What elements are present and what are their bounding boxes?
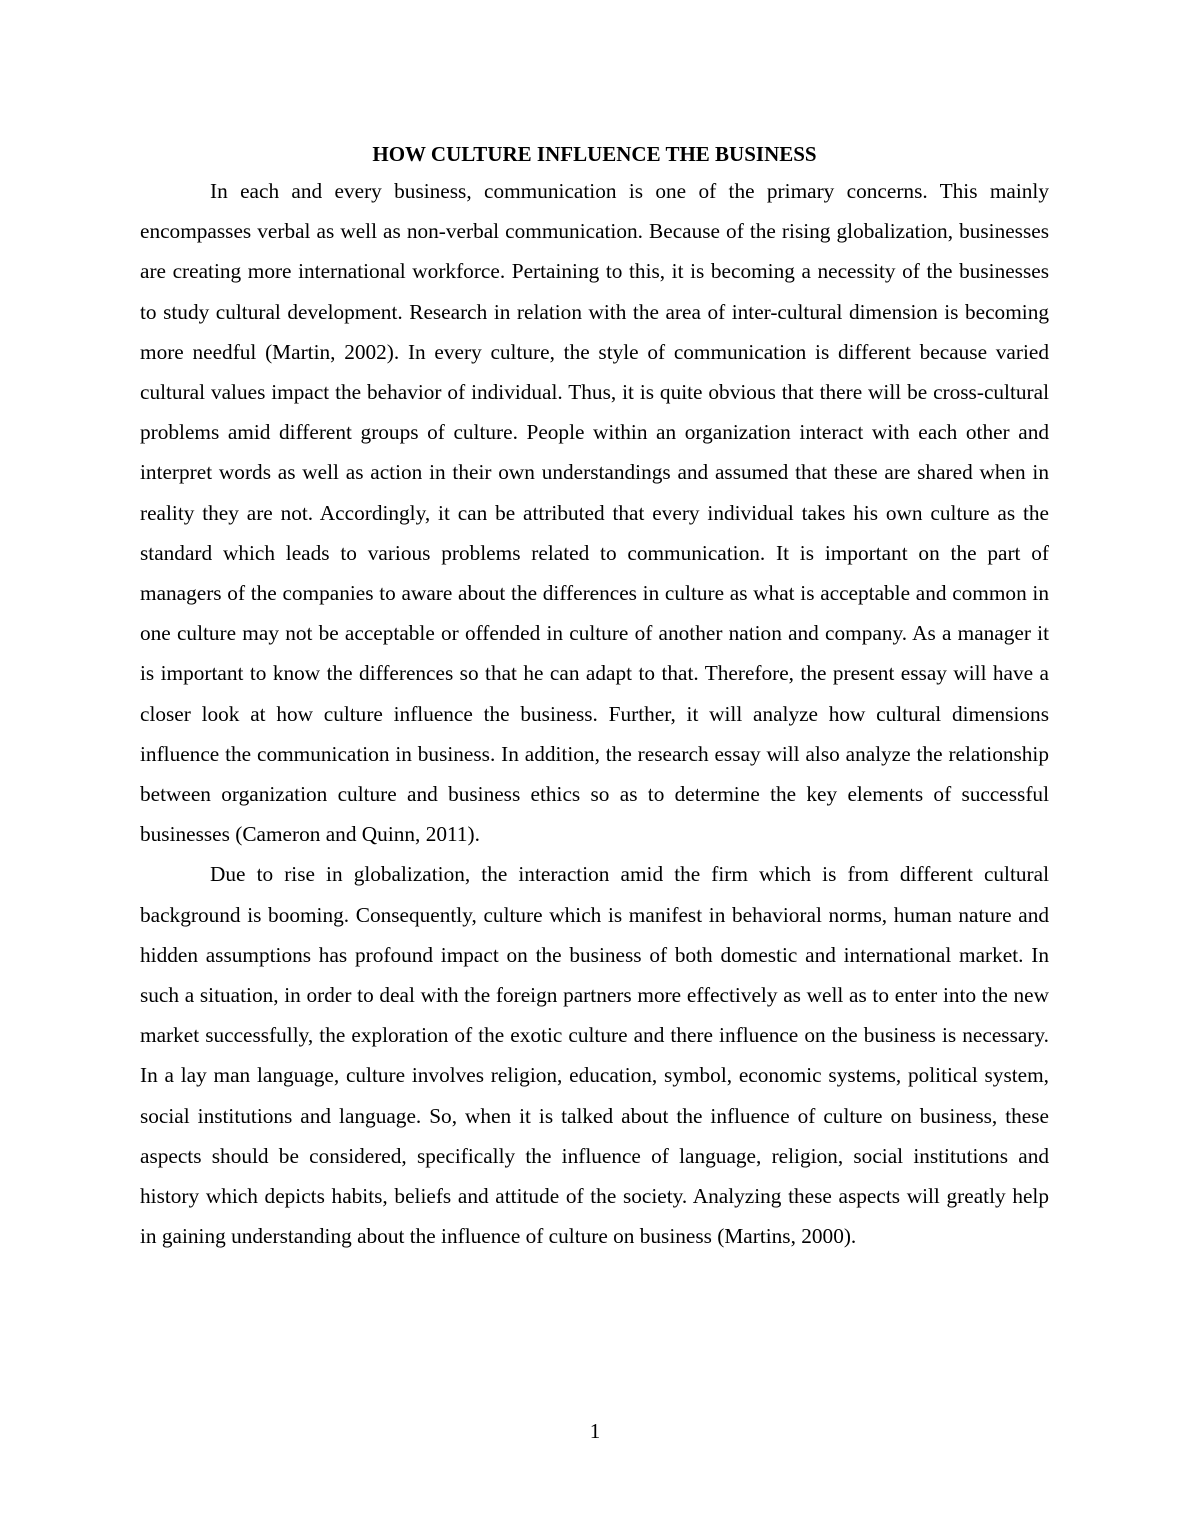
page-number: 1 bbox=[589, 1419, 601, 1443]
document-body bbox=[140, 138, 1049, 1256]
paragraph-intro: In each and every business, communication is one of the primary concerns. This mainly encompasses verbal as well as non-verbal communication. Because of the rising globalization, businesses are creating more international workforce. Pertaining to this, it is becoming a necessity of the businesses to study cultural development. Research in relation with the area of inter-cultural dimension is becoming more needful (Martin, 2002). In every culture, the style of communication is different because varied cultural values impact the behavior of individual. Thus, it is quite obvious that there will be cross-cultural problems amid different groups of culture. People within an organization interact with each other and interpret words as well as action in their own understandings and assumed that these are shared when in reality they are not. Accordingly, it can be attributed that every individual takes his own culture as the standard which leads to various problems related to communication. It is important on the part of managers of the companies to aware about the differences in culture as what is acceptable and common in one culture may not be acceptable or offended in culture of another nation and company. As a manager it is important to know the differences so that he can adapt to that. Therefore, the present essay will have a closer look at how culture influence the business. Further, it will analyze how cultural dimensions influence the communication in business. In addition, the research essay will also analyze the relationship between organization culture and business ethics so as to determine the key elements of successful businesses (Cameron and Quinn, 2011). bbox=[140, 179, 1049, 847]
document-title: HOW CULTURE INFLUENCE THE BUSINESS bbox=[372, 142, 817, 166]
paragraph-globalization: Due to rise in globalization, the interaction amid the firm which is from different cultural background is booming. Consequently, culture which is manifest in behavioral norms, human nature and hidden assumptions has profound impact on the business of both domestic and international market. In such a situation, in order to deal with the foreign partners more effectively as well as to enter into the new market successfully, the exploration of the exotic culture and there influence on the business is necessary. In a lay man language, culture involves religion, education, symbol, economic systems, political system, social institutions and language. So, when it is talked about the influence of culture on business, these aspects should be considered, specifically the influence of language, religion, social institutions and history which depicts habits, beliefs and attitude of the society. Analyzing these aspects will greatly help in gaining understanding about the influence of culture on business (Martins, 2000). bbox=[140, 862, 1049, 1249]
